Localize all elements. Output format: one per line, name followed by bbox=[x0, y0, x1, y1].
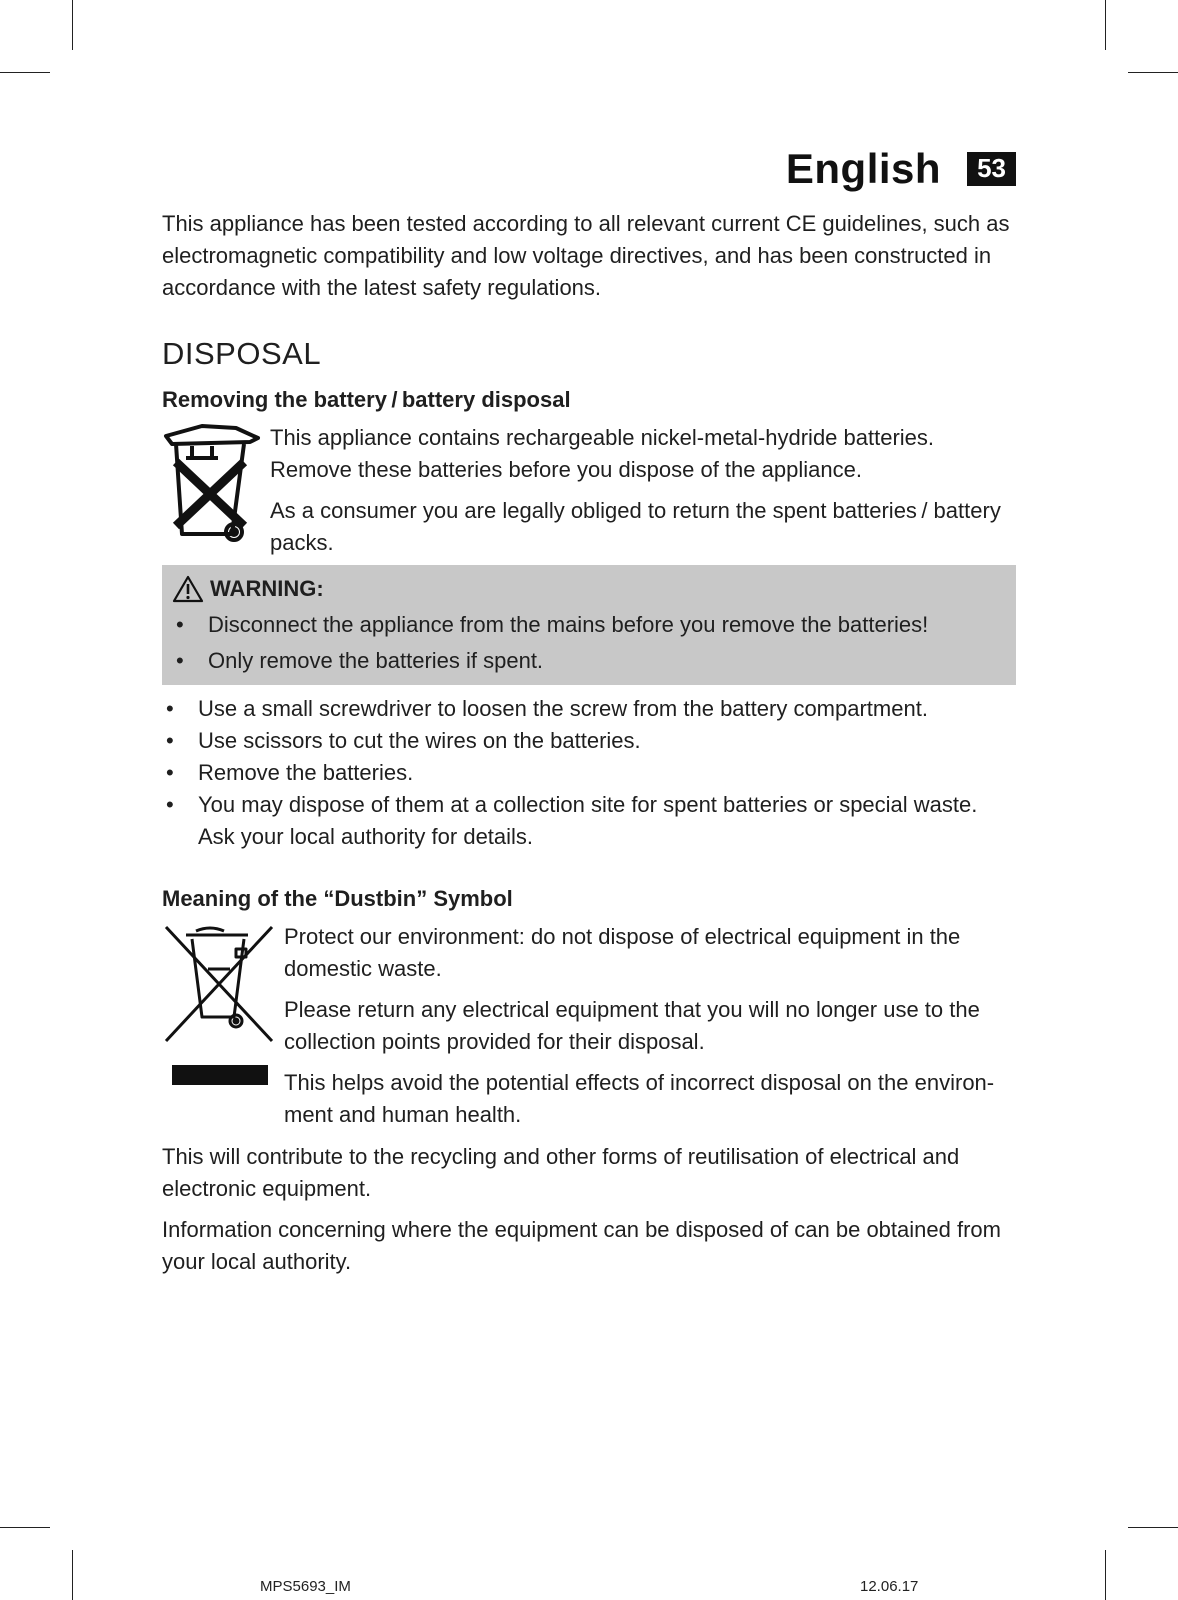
removal-step: • You may dispose of them at a collection site for spent batteries or special waste. Ask your local authority for details. bbox=[162, 789, 1016, 853]
section-title: DISPOSAL bbox=[162, 336, 322, 371]
crop-mark bbox=[1128, 72, 1178, 73]
removal-steps-list bbox=[162, 693, 1016, 853]
dustbin-text bbox=[284, 921, 1016, 1131]
warning-label: WARNING: bbox=[210, 576, 324, 601]
dustbin-paragraph: Please return any electrical equipment that you will no longer use to the collection points provided for their disposal. bbox=[284, 997, 980, 1054]
dustbin-paragraph: Protect our environment: do not dispose of electrical equipment in the domestic waste. bbox=[284, 924, 961, 981]
crop-mark bbox=[1105, 1550, 1106, 1600]
battery-disposal-block bbox=[162, 422, 1016, 559]
page-number: 53 bbox=[967, 152, 1016, 186]
weee-bin-icon bbox=[162, 921, 276, 1091]
closing-paragraph: This will contribute to the recycling and other forms of reutilisation of electrical and electronic equipment. bbox=[162, 1144, 960, 1201]
warning-header bbox=[172, 573, 1006, 605]
crossed-out-wheelie-bin-icon bbox=[162, 422, 262, 544]
dustbin-heading: Meaning of the “Dustbin” Symbol bbox=[162, 886, 513, 911]
language-title: English bbox=[785, 145, 942, 192]
crop-mark bbox=[1105, 0, 1106, 50]
crop-mark bbox=[72, 0, 73, 50]
removal-step: • Use scissors to cut the wires on the batteries. bbox=[162, 725, 1016, 757]
crop-mark bbox=[1128, 1527, 1178, 1528]
removal-step: • Remove the batteries. bbox=[162, 757, 1016, 789]
footer-date: 12.06.17 bbox=[860, 1578, 919, 1595]
warning-item: • Only remove the batteries if spent. bbox=[172, 645, 1006, 677]
battery-paragraph: This appliance contains rechargeable nickel-metal-hydride batteries. Remove these batteries before you dispose of the appliance. bbox=[270, 425, 935, 482]
page-header bbox=[785, 145, 1016, 192]
weee-bin-icon-wrap bbox=[162, 921, 284, 1131]
removal-step: • Use a small screwdriver to loosen the screw from the battery compartment. bbox=[162, 693, 1016, 725]
battery-heading: Removing the battery / battery disposal bbox=[162, 387, 571, 412]
dustbin-block bbox=[162, 921, 1016, 1131]
battery-paragraph: As a consumer you are legally obliged to return the spent batteries / battery packs. bbox=[270, 498, 1001, 555]
warning-item: • Disconnect the appliance from the mains before you remove the batteries! bbox=[172, 609, 1006, 641]
battery-text bbox=[270, 422, 1016, 559]
warning-triangle-icon bbox=[172, 575, 204, 603]
battery-bin-icon-wrap bbox=[162, 422, 270, 559]
crop-mark bbox=[0, 1527, 50, 1528]
crop-mark bbox=[0, 72, 50, 73]
warning-box bbox=[162, 565, 1016, 685]
crop-mark bbox=[72, 1550, 73, 1600]
warning-list bbox=[172, 609, 1006, 677]
intro-paragraph: This appliance has been tested according to all relevant current CE guidelines, such as electromagnetic compatibility and low voltage directives, and has been constructed in accordance with the latest safety regulations. bbox=[162, 211, 1010, 300]
dustbin-paragraph: This helps avoid the potential effects of incorrect disposal on the environment and human health. bbox=[284, 1070, 995, 1127]
closing-paragraph: Information concerning where the equipment can be disposed of can be obtained from your local authority. bbox=[162, 1217, 1001, 1274]
page-content bbox=[162, 208, 1016, 1278]
footer-doc-code: MPS5693_IM bbox=[260, 1578, 351, 1595]
